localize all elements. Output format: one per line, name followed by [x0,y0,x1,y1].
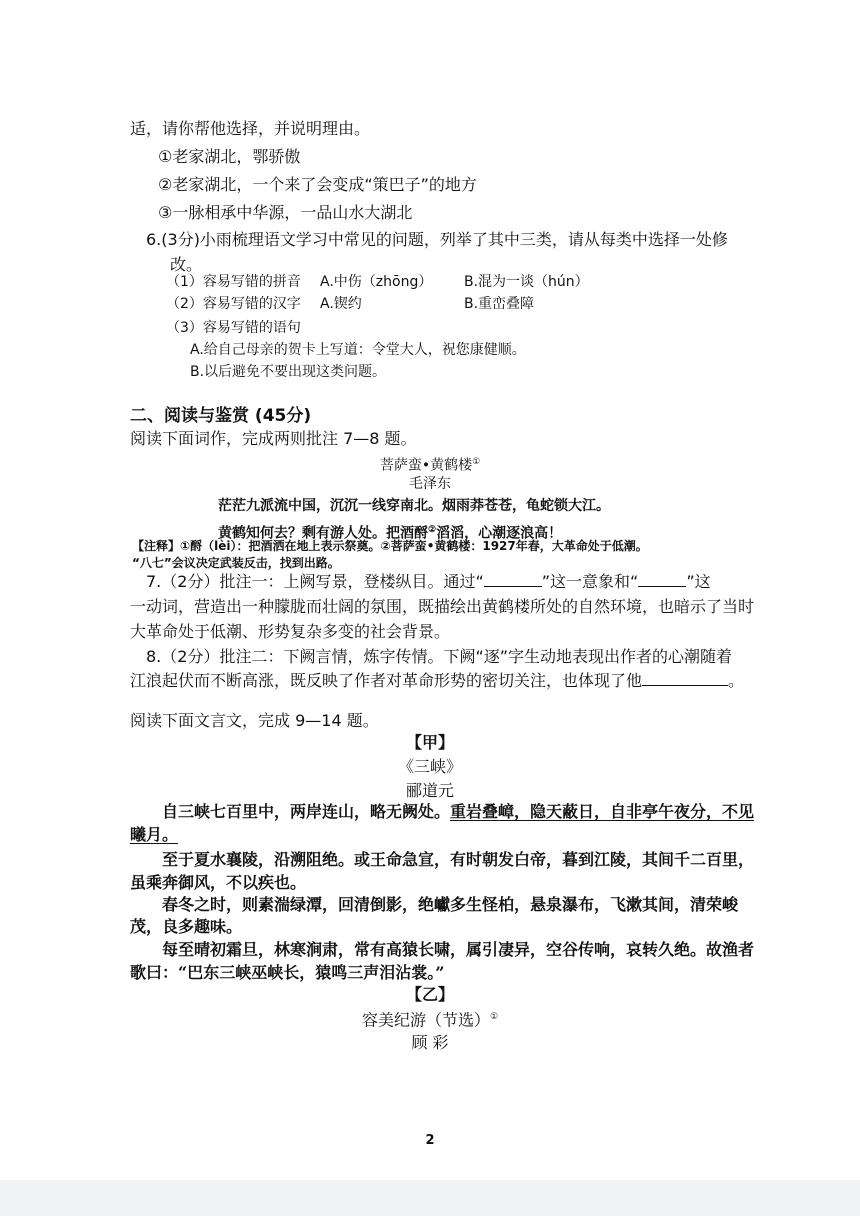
q6-category-3-label: （3）容易写错的语句 [166,320,301,336]
q7-text-part-2: ”这一意象和“ [541,572,639,591]
poem-line-2-footnote: ② [428,525,437,535]
passage-paragraph-1 [162,801,754,823]
passage-yi-title-text: 容美纪游（节选） [361,1010,490,1030]
q6-category-3-option-a: A.给自己母亲的贺卡上写道：令堂大人，祝您康健顺。 [190,342,526,358]
passage-jia-label: 【甲】 [405,733,454,752]
q8-line-2-text: 江浪起伏而不断高涨，既反映了作者对革命形势的密切关注，也体现了他 [130,671,643,690]
q6-category-2-label: （2）容易写错的汉字 [166,296,301,312]
q8-line-1: 8.（2分）批注二：下阙言情，炼字传情。下阙“逐”字生动地表现出作者的心潮随着 [146,647,733,666]
poem-title-text: 菩萨蛮•黄鹤楼 [379,457,473,474]
poem-annotation-line-2: “八七”会议决定武装反击，找到出路。 [132,556,340,570]
passage-paragraph-4: 每至晴初霜旦，林寒涧肃，常有高猿长啸，属引凄异，空谷传响，哀转久绝。故渔者 [162,940,755,959]
q7-line-2: 一动词，营造出一种朦胧而壮阔的氛围，既描绘出黄鹤楼所处的自然环境，也暗示了当时 [130,597,755,616]
passage-paragraph-4-end: 歌曰：“巴东三峡巫峡长，猿鸣三声泪沾裳。” [130,963,445,982]
poem-title [0,452,860,476]
q6-category-1-label: （1）容易写错的拼音 [166,274,301,290]
q5-option-1: ①老家湖北，鄂骄傲 [158,147,301,166]
section-heading: 二、阅读与鉴赏 (45分) [130,406,312,426]
q7-blank-image[interactable] [484,572,542,587]
passage-paragraph-2: 至于夏水襄陵，沿溯阻绝。或王命急宣，有时朝发白帝，暮到江陵，其间千二百里， [162,850,755,869]
q7-text-part-1: 7.（2分）批注一：上阙写景，登楼纵目。通过“ [146,572,484,591]
poem-line-2-end: 滔滔，心潮逐浪高！ [436,525,563,542]
q7-line-1 [146,571,711,593]
q6-category-1-option-b: B.混为一谈（hún） [464,274,589,290]
q8-line-2-end: 。 [728,671,745,690]
poem-line-1: 茫茫九派流中国，沉沉一线穿南北。烟雨莽苍苍，龟蛇锁大江。 [218,498,610,514]
poem-line-2-start: 黄鹤知何去？剩有游人处。把酒酹 [218,525,428,542]
q6-stem: 6.(3分)小雨梳理语文学习中常见的问题，列举了其中三类，请从每类中选择一处修 [146,230,728,249]
q6-stem-line2: 改。 [170,255,203,274]
q8-answer-blank[interactable] [642,671,728,686]
passage-yi-title-footnote: ① [489,1012,499,1022]
passage-jia-title: 《三峡》 [397,757,462,776]
passage-jia-author: 郦道元 [405,781,454,800]
q5-option-2: ②老家湖北，一个来了会变成“策巴子”的地方 [158,175,477,194]
page-number: 2 [425,1133,435,1148]
passage-yi-label: 【乙】 [405,985,454,1004]
poem-title-footnote: ① [472,457,481,467]
poem-instruction: 阅读下面词作，完成两则批注 7—8 题。 [130,429,417,448]
q6-category-2-option-a: A.锲约 [320,296,362,312]
passage-p1-underlined-end: 曦月。 [130,825,179,844]
q7-line-3: 大革命处于低潮、形势复杂多变的社会背景。 [130,622,451,641]
q6-category-3-option-b: B.以后避免不要出现这类问题。 [190,364,387,380]
passage-p1-text: 自三峡七百里中，两岸连山，略无阙处。 [162,802,451,821]
q6-category-1-option-a: A.中伤（zhōng） [320,274,433,290]
passage-paragraph-3: 春冬之时，则素湍绿潭，回清倒影，绝巘多生怪柏，悬泉瀑布，飞漱其间，清荣峻 [162,895,739,914]
q7-blank-verb[interactable] [638,572,686,587]
passage-yi-author: 顾 彩 [411,1033,449,1052]
passage-paragraph-3-end: 茂，良多趣味。 [130,917,243,936]
q5-stem-continuation: 适，请你帮他选择，并说明理由。 [130,119,371,138]
q6-category-2-option-b: B.重峦叠障 [464,296,535,312]
q5-option-3: ③一脉相承中华源，一品山水大湖北 [158,203,413,222]
q7-text-part-3: ”这 [686,572,711,591]
q8-line-2 [130,670,744,692]
poem-author: 毛泽东 [409,476,451,492]
passage-yi-title [0,1006,860,1031]
passage-paragraph-2-end: 虽乘奔御风，不以疾也。 [130,873,307,892]
passage-p1-underlined: 重岩叠嶂，隐天蔽日，自非亭午夜分，不见 [450,802,755,821]
classical-instruction: 阅读下面文言文，完成 9—14 题。 [130,711,379,730]
viewer-bottom-band [0,1180,860,1216]
poem-annotation-line-1: 【注释】①酹（lèi）：把酒洒在地上表示祭奠。②菩萨蛮•黄鹤楼：1927年春，大革命处于低潮。 [132,539,648,553]
